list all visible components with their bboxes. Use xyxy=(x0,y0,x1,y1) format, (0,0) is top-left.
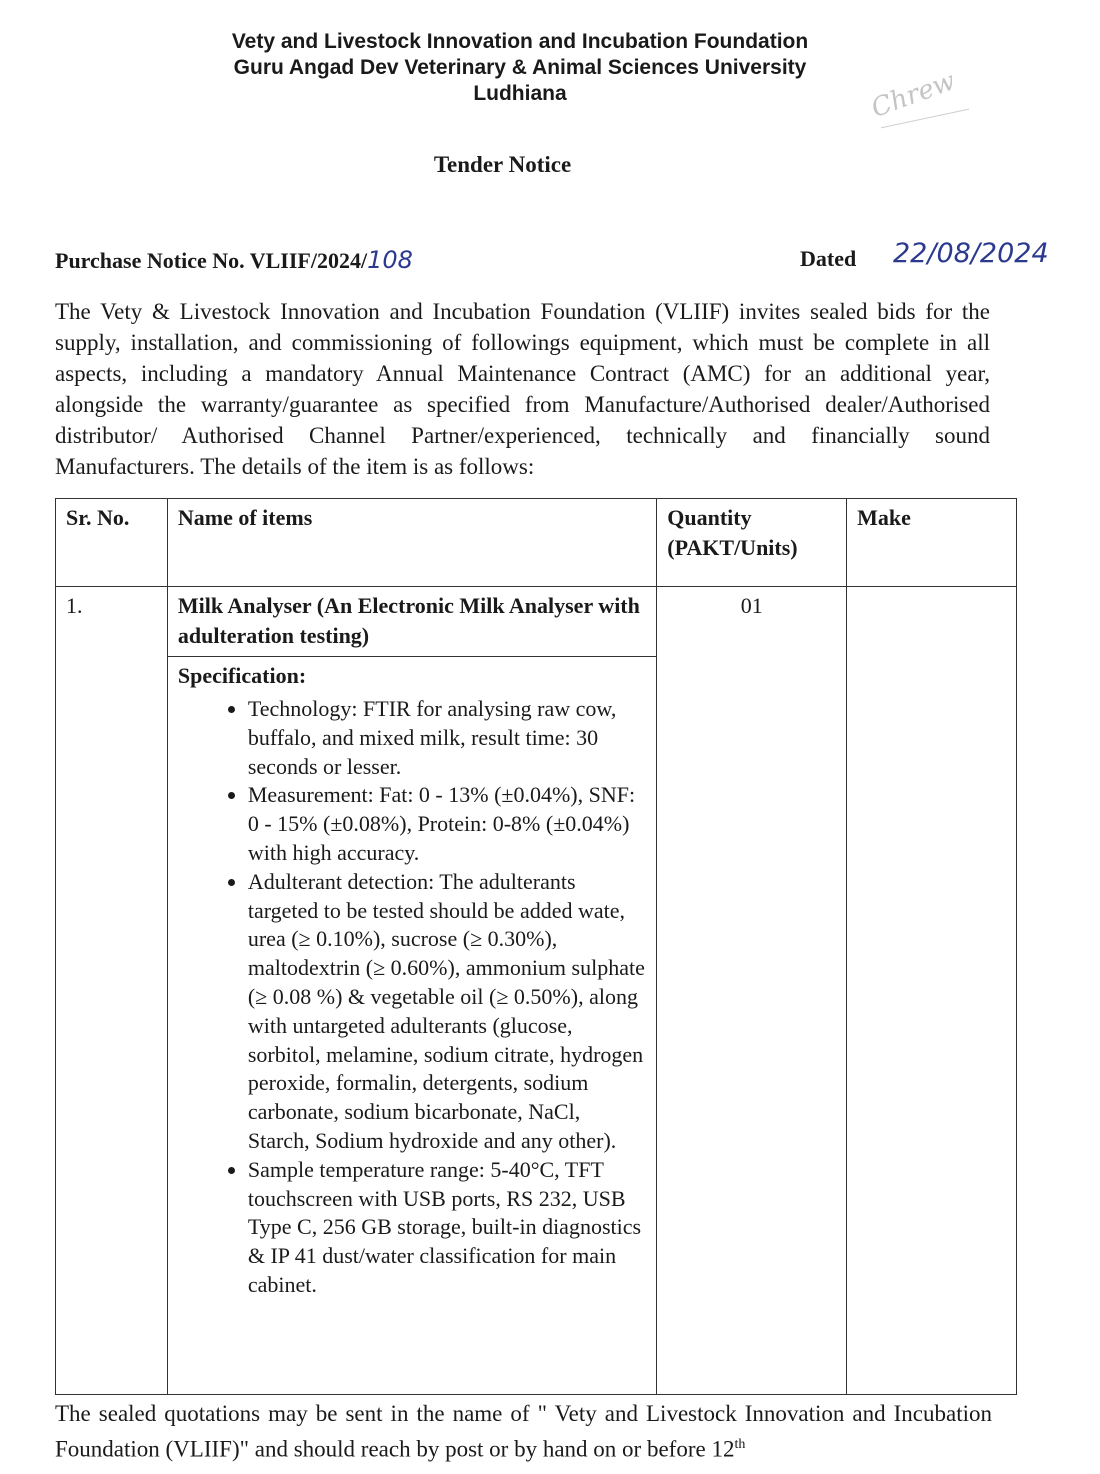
university-name: Guru Angad Dev Veterinary & Animal Sciences University xyxy=(233,56,807,79)
header-make: Make xyxy=(847,499,1017,587)
header-quantity-line1: Quantity xyxy=(667,505,752,530)
item-name: Milk Analyser (An Electronic Milk Analyser with adulteration testing) xyxy=(167,587,656,657)
table-row xyxy=(56,587,1017,657)
items-table xyxy=(55,498,1017,1395)
handwritten-initials: Chrew xyxy=(867,66,960,124)
org-name: Vety and Livestock Innovation and Incubation Foundation xyxy=(231,30,809,53)
date-handwritten: 22/08/2024 xyxy=(893,238,1049,269)
spec-item: • Measurement: Fat: 0 - 13% (±0.04%), SNF: 0 - 15% (±0.08%), Protein: 0-8% (±0.04%) with high accuracy. xyxy=(248,781,646,867)
item-specification xyxy=(167,657,656,1395)
page-title: Tender Notice xyxy=(433,152,572,177)
item-quantity: 01 xyxy=(657,587,847,1395)
spec-item: • Sample temperature range: 5-40°C, TFT touchscreen with USB ports, RS 232, USB Type C, 256 GB storage, built-in diagnostics & IP 41 dust/water classification for main cabinet. xyxy=(248,1156,646,1300)
purchase-notice-number xyxy=(55,246,413,274)
footer-paragraph xyxy=(55,1398,992,1465)
spec-item: • Technology: FTIR for analysing raw cow, buffalo, and mixed milk, result time: 30 seconds or lesser. xyxy=(248,695,646,781)
header-name-of-items: Name of items xyxy=(167,499,656,587)
item-make xyxy=(847,587,1017,1395)
notice-number-handwritten: 108 xyxy=(367,246,413,274)
table-header-row xyxy=(56,499,1017,587)
row-sr-no: 1. xyxy=(56,587,168,1395)
spec-label: Specification: xyxy=(177,663,307,688)
notice-date xyxy=(800,246,856,272)
dated-label: Dated xyxy=(800,246,857,271)
notice-number-label: Purchase Notice No. VLIIF/2024/ xyxy=(55,248,368,273)
spec-list xyxy=(178,695,646,1300)
header-quantity-line2: (PAKT/Units) xyxy=(667,535,798,560)
city-name: Ludhiana xyxy=(473,82,567,105)
footer-superscript: th xyxy=(734,1437,746,1452)
spec-item: • Adulterant detection: The adulterants targeted to be tested should be added wate, urea (≥ 0.10%), sucrose (≥ 0.30%), maltodextrin (≥ 0.60%), ammonium sulphate (≥ 0.08 %) & vegetable oil (≥ 0.50%), along with untargeted adulterants (glucose, sorbitol, melamine, sodium citrate, hydrogen peroxide, formalin, detergents, sodium carbonate, sodium bicarbonate, NaCl, Starch, Sodium hydroxide and any other). xyxy=(248,868,646,1156)
header-sr-no: Sr. No. xyxy=(56,499,168,587)
footer-text: The sealed quotations may be sent in the name of " Vety and Livestock Innovation and Incubation Foundation (VLIIF)" and should reach by post or by hand on or before 12 xyxy=(55,1401,992,1462)
header-quantity xyxy=(657,499,847,587)
intro-paragraph: The Vety & Livestock Innovation and Incubation Foundation (VLIIF) invites sealed bids for the supply, installation, and commissioning of followings equipment, which must be complete in all aspects, including a mandatory Annual Maintenance Contract (AMC) for an additional year, alongside the warranty/guarantee as specified from Manufacture/Authorised dealer/Authorised distributor/ Authorised Channel Partner/experienced, technically and financially sound Manufacturers. The details of the item is as follows: xyxy=(55,299,990,479)
